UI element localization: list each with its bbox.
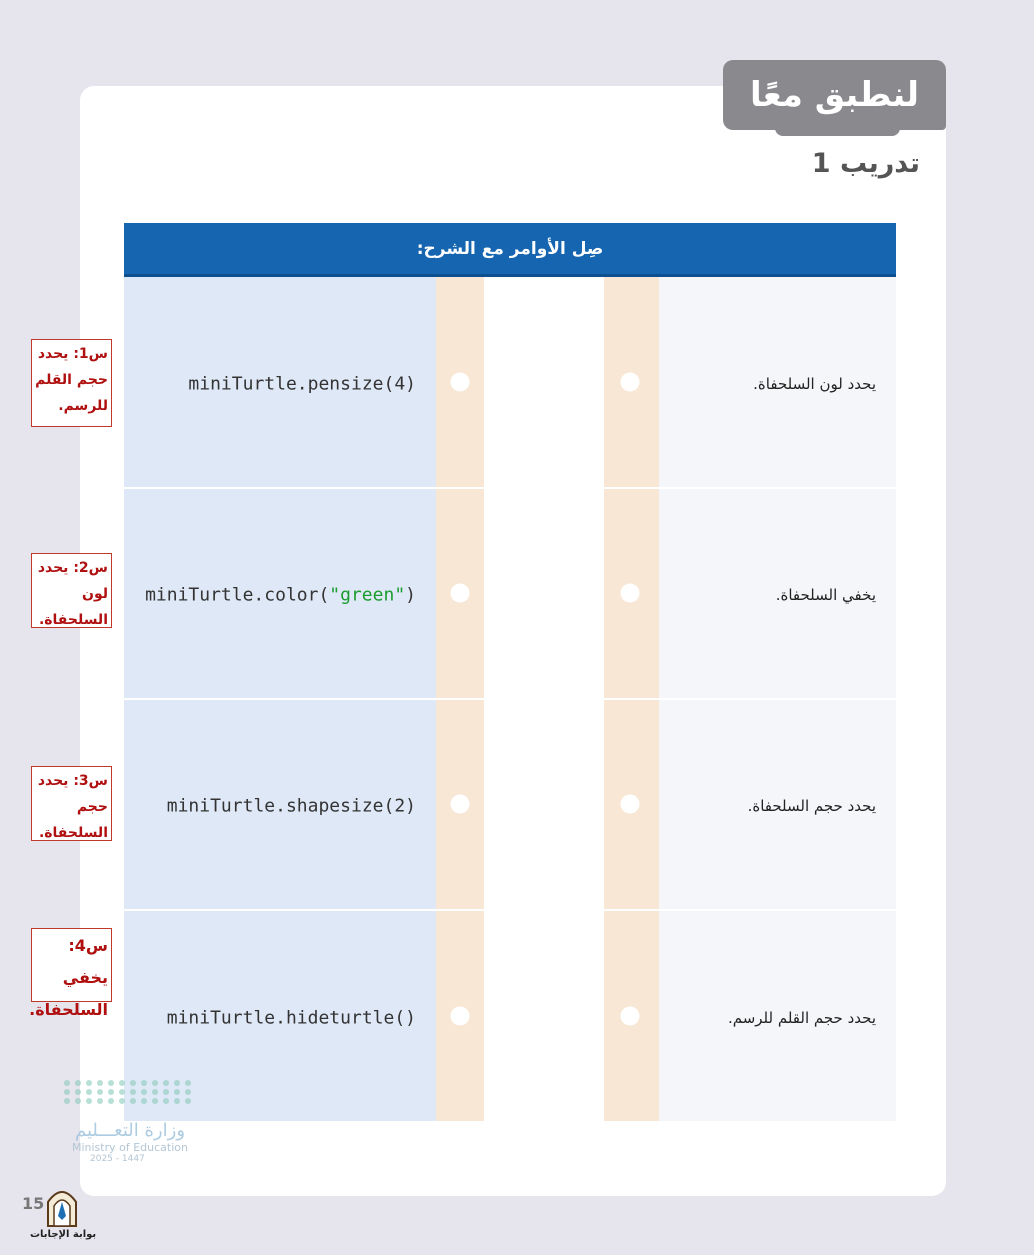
- right-connect-dot[interactable]: [621, 795, 640, 814]
- answer-note-4: س4: يخفي السلحفاة.: [31, 928, 112, 1002]
- command-description: يخفي السلحفاة.: [775, 586, 876, 604]
- row-divider: [124, 698, 896, 700]
- right-connect-dot[interactable]: [621, 1007, 640, 1026]
- table-header: صِل الأوامر مع الشرح:: [124, 223, 896, 277]
- left-connect-dot[interactable]: [451, 795, 470, 814]
- left-connect-dot[interactable]: [451, 1007, 470, 1026]
- ministry-logo: [60, 1080, 200, 1164]
- answer-note-1: س1: يحدد حجم القلم للرسم.: [31, 339, 112, 427]
- logo-dots: [64, 1080, 200, 1104]
- right-connect-dot[interactable]: [621, 584, 640, 603]
- command-description: يحدد لون السلحفاة.: [753, 375, 876, 393]
- site-label: بوابة الإجابات: [30, 1229, 97, 1240]
- row-divider: [124, 487, 896, 489]
- gate-logo-icon: [44, 1186, 80, 1228]
- row-divider: [124, 909, 896, 911]
- left-connect-dot[interactable]: [451, 584, 470, 603]
- ministry-name-ar: وزارة التعـــليم: [74, 1120, 186, 1141]
- command-description: يحدد حجم السلحفاة.: [747, 797, 876, 815]
- code-command: miniTurtle.hideturtle(): [166, 1007, 416, 1029]
- section-banner: لنطبق معًا: [723, 60, 946, 130]
- code-command: miniTurtle.pensize(4): [188, 373, 416, 395]
- ministry-year: 2025 - 1447: [90, 1154, 145, 1164]
- right-connect-dot[interactable]: [621, 373, 640, 392]
- answer-note-2: س2: يحدد لون السلحفاة.: [31, 553, 112, 628]
- left-connect-dot[interactable]: [451, 373, 470, 392]
- answer-note-3: س3: يحدد حجم السلحفاة.: [31, 766, 112, 841]
- code-command: miniTurtle.shapesize(2): [166, 795, 416, 817]
- command-description: يحدد حجم القلم للرسم.: [727, 1009, 876, 1027]
- ministry-name-en: Ministry of Education: [71, 1141, 188, 1154]
- page-number: 15: [22, 1194, 45, 1213]
- code-command: miniTurtle.color("green"): [145, 584, 416, 606]
- exercise-title: تدريب 1: [811, 148, 920, 179]
